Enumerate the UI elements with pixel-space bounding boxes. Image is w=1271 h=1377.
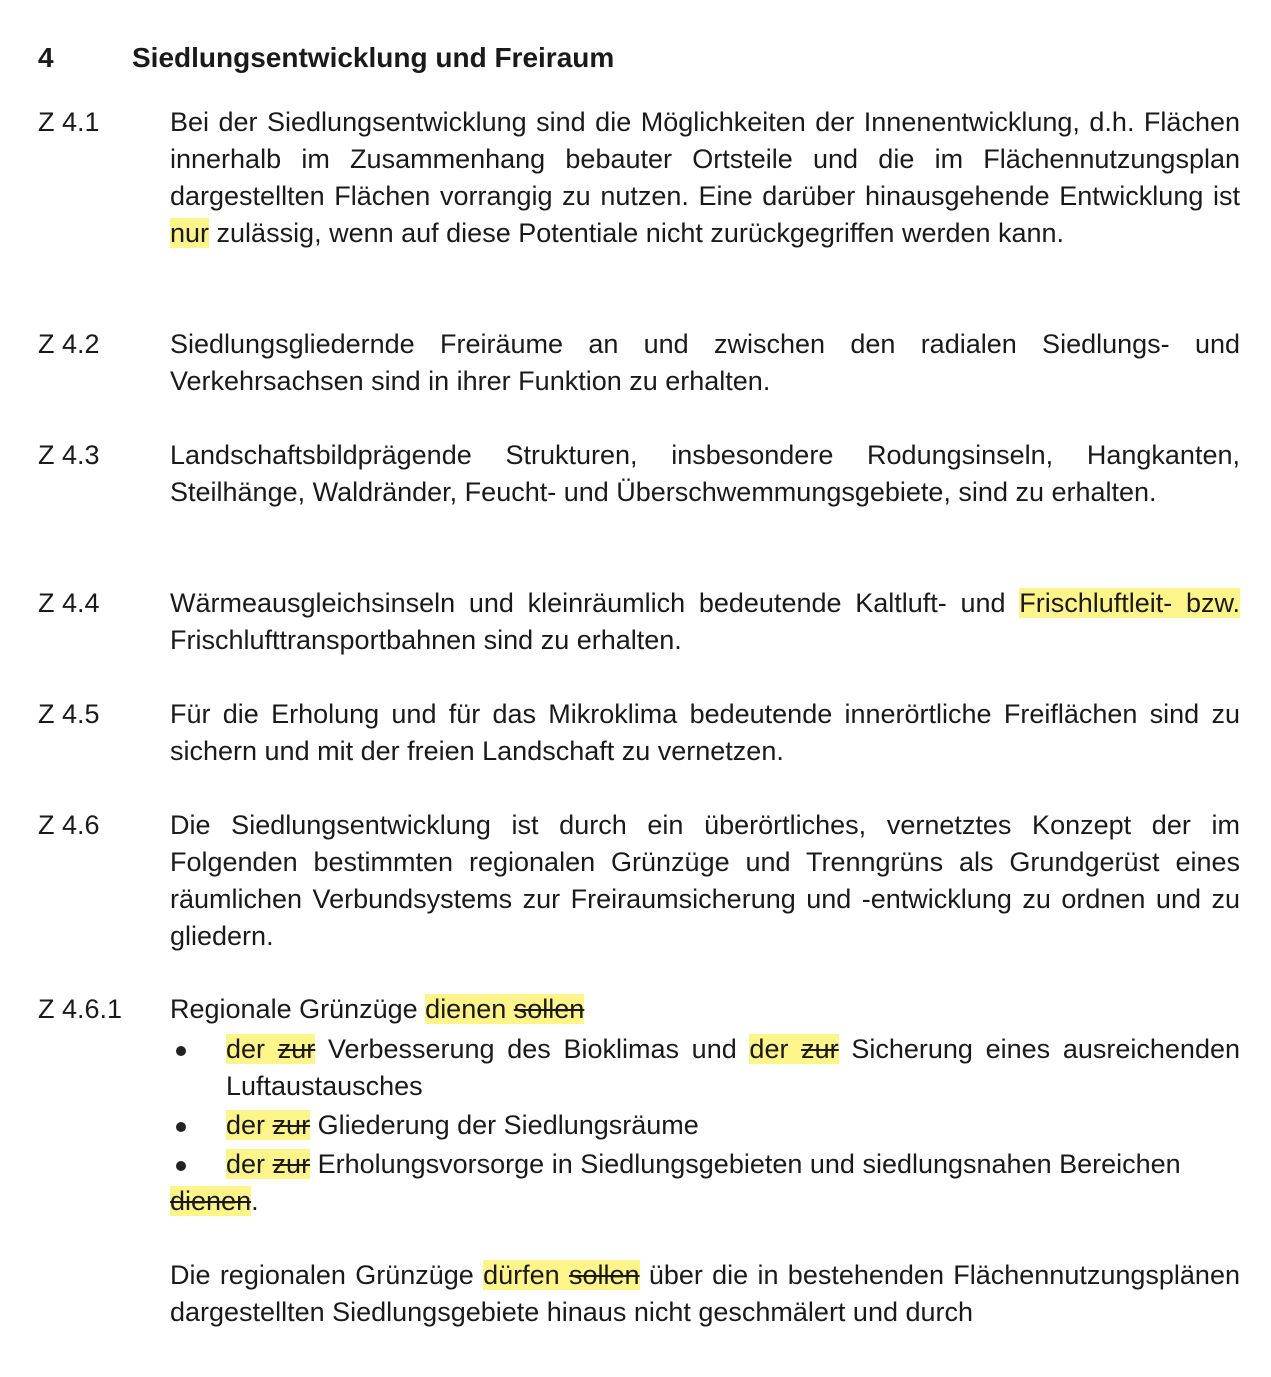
text-run: Verbesserung des Bioklimas und (315, 1034, 750, 1064)
text-run: Wärmeausgleichsinseln und kleinräumlich bedeutende Kaltluft- und (170, 588, 1020, 618)
section-text (170, 585, 1240, 659)
list-item (170, 1107, 1240, 1144)
list-item (170, 1146, 1240, 1183)
section-label: Z 4.3 (38, 440, 100, 470)
highlight-deletion: zur (277, 1034, 316, 1064)
section-text: Landschaftsbildprägende Strukturen, insbesondere Rodungsinseln, Hangkanten, Steilhänge, Waldränder, Feucht- und Überschwemmungsgebiete, sind zu erhalten. (170, 440, 1240, 507)
highlight-insert: dürfen (483, 1260, 560, 1290)
text-run: Sicherung eines ausreichenden Luftaustausches (226, 1034, 1240, 1101)
highlight-deletion: sollen (513, 994, 585, 1024)
text-run: Bei der Siedlungsentwicklung sind die Möglichkeiten der Innenentwicklung, d.h. Flächen innerhalb im Zusammenhang bebauter Ortsteile und die im Flächennutzungsplan dargestellten Flächen vorrangig zu nutzen. Eine darüber hinausgehende Entwicklung ist (170, 107, 1240, 211)
section-label: Z 4.1 (38, 107, 100, 137)
highlight-deletion: zur (801, 1034, 839, 1064)
highlight-deletion: dienen (170, 1186, 252, 1216)
text-run: Gliederung der Siedlungsräume (310, 1110, 699, 1140)
highlight-deletion: sollen (568, 1260, 640, 1290)
chapter-title: Siedlungsentwicklung und Freiraum (132, 42, 615, 73)
text-run: Frischlufttransportbahnen sind zu erhalten. (170, 625, 682, 655)
highlight-deletion: zur (272, 1110, 311, 1140)
closing-line (170, 1183, 1240, 1220)
highlight-deletion: zur (272, 1149, 311, 1179)
text-run: über die in bestehenden Flächennutzungsplänen dargestellten Siedlungsgebiete hinaus nicht geschmälert und durch (170, 1260, 1240, 1327)
bullet-list (170, 1031, 1240, 1183)
section-label: Z 4.4 (38, 588, 100, 618)
text-run: Erholungsvorsorge in Siedlungsgebieten und siedlungsnahen Bereichen (310, 1149, 1181, 1179)
section-text: Siedlungsgliedernde Freiräume an und zwischen den radialen Siedlungs- und Verkehrsachsen sind in ihrer Funktion zu erhalten. (170, 329, 1240, 396)
section-label: Z 4.6 (38, 810, 100, 840)
chapter-number: 4 (38, 42, 54, 73)
section-text: Die Siedlungsentwicklung ist durch ein überörtliches, vernetztes Konzept der im Folgenden bestimmten regionalen Grünzüge und Trenngrüns als Grundgerüst eines räumlichen Verbundsystems zur Freiraumsicherung und -entwicklung zu ordnen und zu gliedern. (170, 810, 1240, 951)
highlight-insert: der (749, 1034, 789, 1064)
intro-line (170, 991, 1240, 1028)
text-run: . (251, 1186, 259, 1216)
bullet-icon (176, 1046, 186, 1056)
bullet-icon (176, 1161, 186, 1171)
section-label: Z 4.6.1 (38, 994, 123, 1024)
bullet-icon (176, 1122, 186, 1132)
text-run: Regionale Grünzüge (170, 994, 426, 1024)
text-run: zulässig, wenn auf diese Potentiale nicht zurückgegriffen werden kann. (209, 218, 1065, 248)
section-text (170, 991, 1240, 1331)
highlight-insert: nur (170, 218, 210, 248)
highlight-insert: der (226, 1149, 266, 1179)
section-text (170, 104, 1240, 252)
section-text: Für die Erholung und für das Mikroklima bedeutende innerörtliche Freiflächen sind zu sichern und mit der freien Landschaft zu vernetzen. (170, 699, 1240, 766)
list-item (170, 1031, 1240, 1105)
highlight-insert: der (226, 1034, 266, 1064)
text-run: Die regionalen Grünzüge (170, 1260, 484, 1290)
highlight-insert: dienen (425, 994, 507, 1024)
paragraph (170, 1257, 1240, 1331)
section-label: Z 4.5 (38, 699, 100, 729)
highlight-insert: Frischluftleit- bzw. (1019, 588, 1240, 618)
section-label: Z 4.2 (38, 329, 100, 359)
highlight-insert: der (226, 1110, 266, 1140)
